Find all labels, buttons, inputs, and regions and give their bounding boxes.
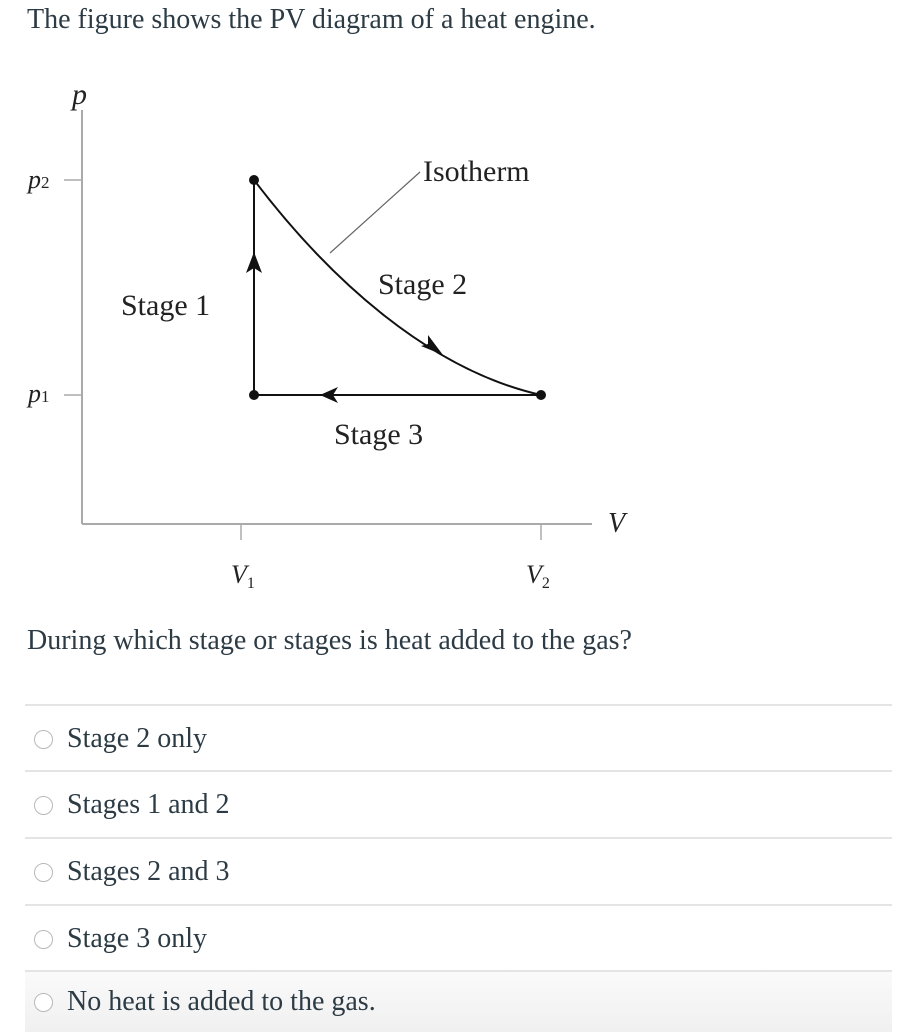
v1-label: V1 — [231, 560, 255, 592]
option-label: Stage 3 only — [67, 923, 207, 954]
p2-label: p2 — [28, 165, 50, 194]
stage3-label: Stage 3 — [334, 418, 424, 451]
option-label: Stages 1 and 2 — [67, 789, 230, 820]
radio-button[interactable] — [34, 796, 53, 815]
answer-option[interactable] — [25, 770, 892, 838]
option-label: Stage 2 only — [67, 723, 207, 754]
pv-diagram — [0, 60, 680, 610]
radio-button[interactable] — [34, 730, 53, 749]
p-axis-label: p — [72, 78, 87, 111]
state-point-bottom-left — [249, 390, 259, 400]
v2-label: V2 — [526, 560, 550, 592]
isotherm-label: Isotherm — [423, 155, 530, 188]
question-text: During which stage or stages is heat added to the gas? — [27, 625, 632, 656]
v-axis-label: V — [608, 508, 626, 539]
question-intro: The figure shows the PV diagram of a heat engine. — [27, 4, 596, 35]
answer-option[interactable] — [25, 904, 892, 972]
radio-button[interactable] — [34, 930, 53, 949]
p1-label: p1 — [28, 379, 50, 408]
option-label: Stages 2 and 3 — [67, 856, 230, 887]
stage2-label: Stage 2 — [378, 268, 468, 301]
radio-button[interactable] — [34, 863, 53, 882]
isotherm-leader-line — [330, 172, 420, 253]
answer-option[interactable] — [25, 837, 892, 905]
answer-option[interactable] — [25, 970, 892, 1032]
stage1-label: Stage 1 — [121, 289, 211, 322]
state-point-top — [249, 175, 259, 185]
state-point-bottom-right — [536, 390, 546, 400]
option-label: No heat is added to the gas. — [67, 986, 376, 1017]
answer-option[interactable] — [25, 704, 892, 772]
radio-button[interactable] — [34, 993, 53, 1012]
